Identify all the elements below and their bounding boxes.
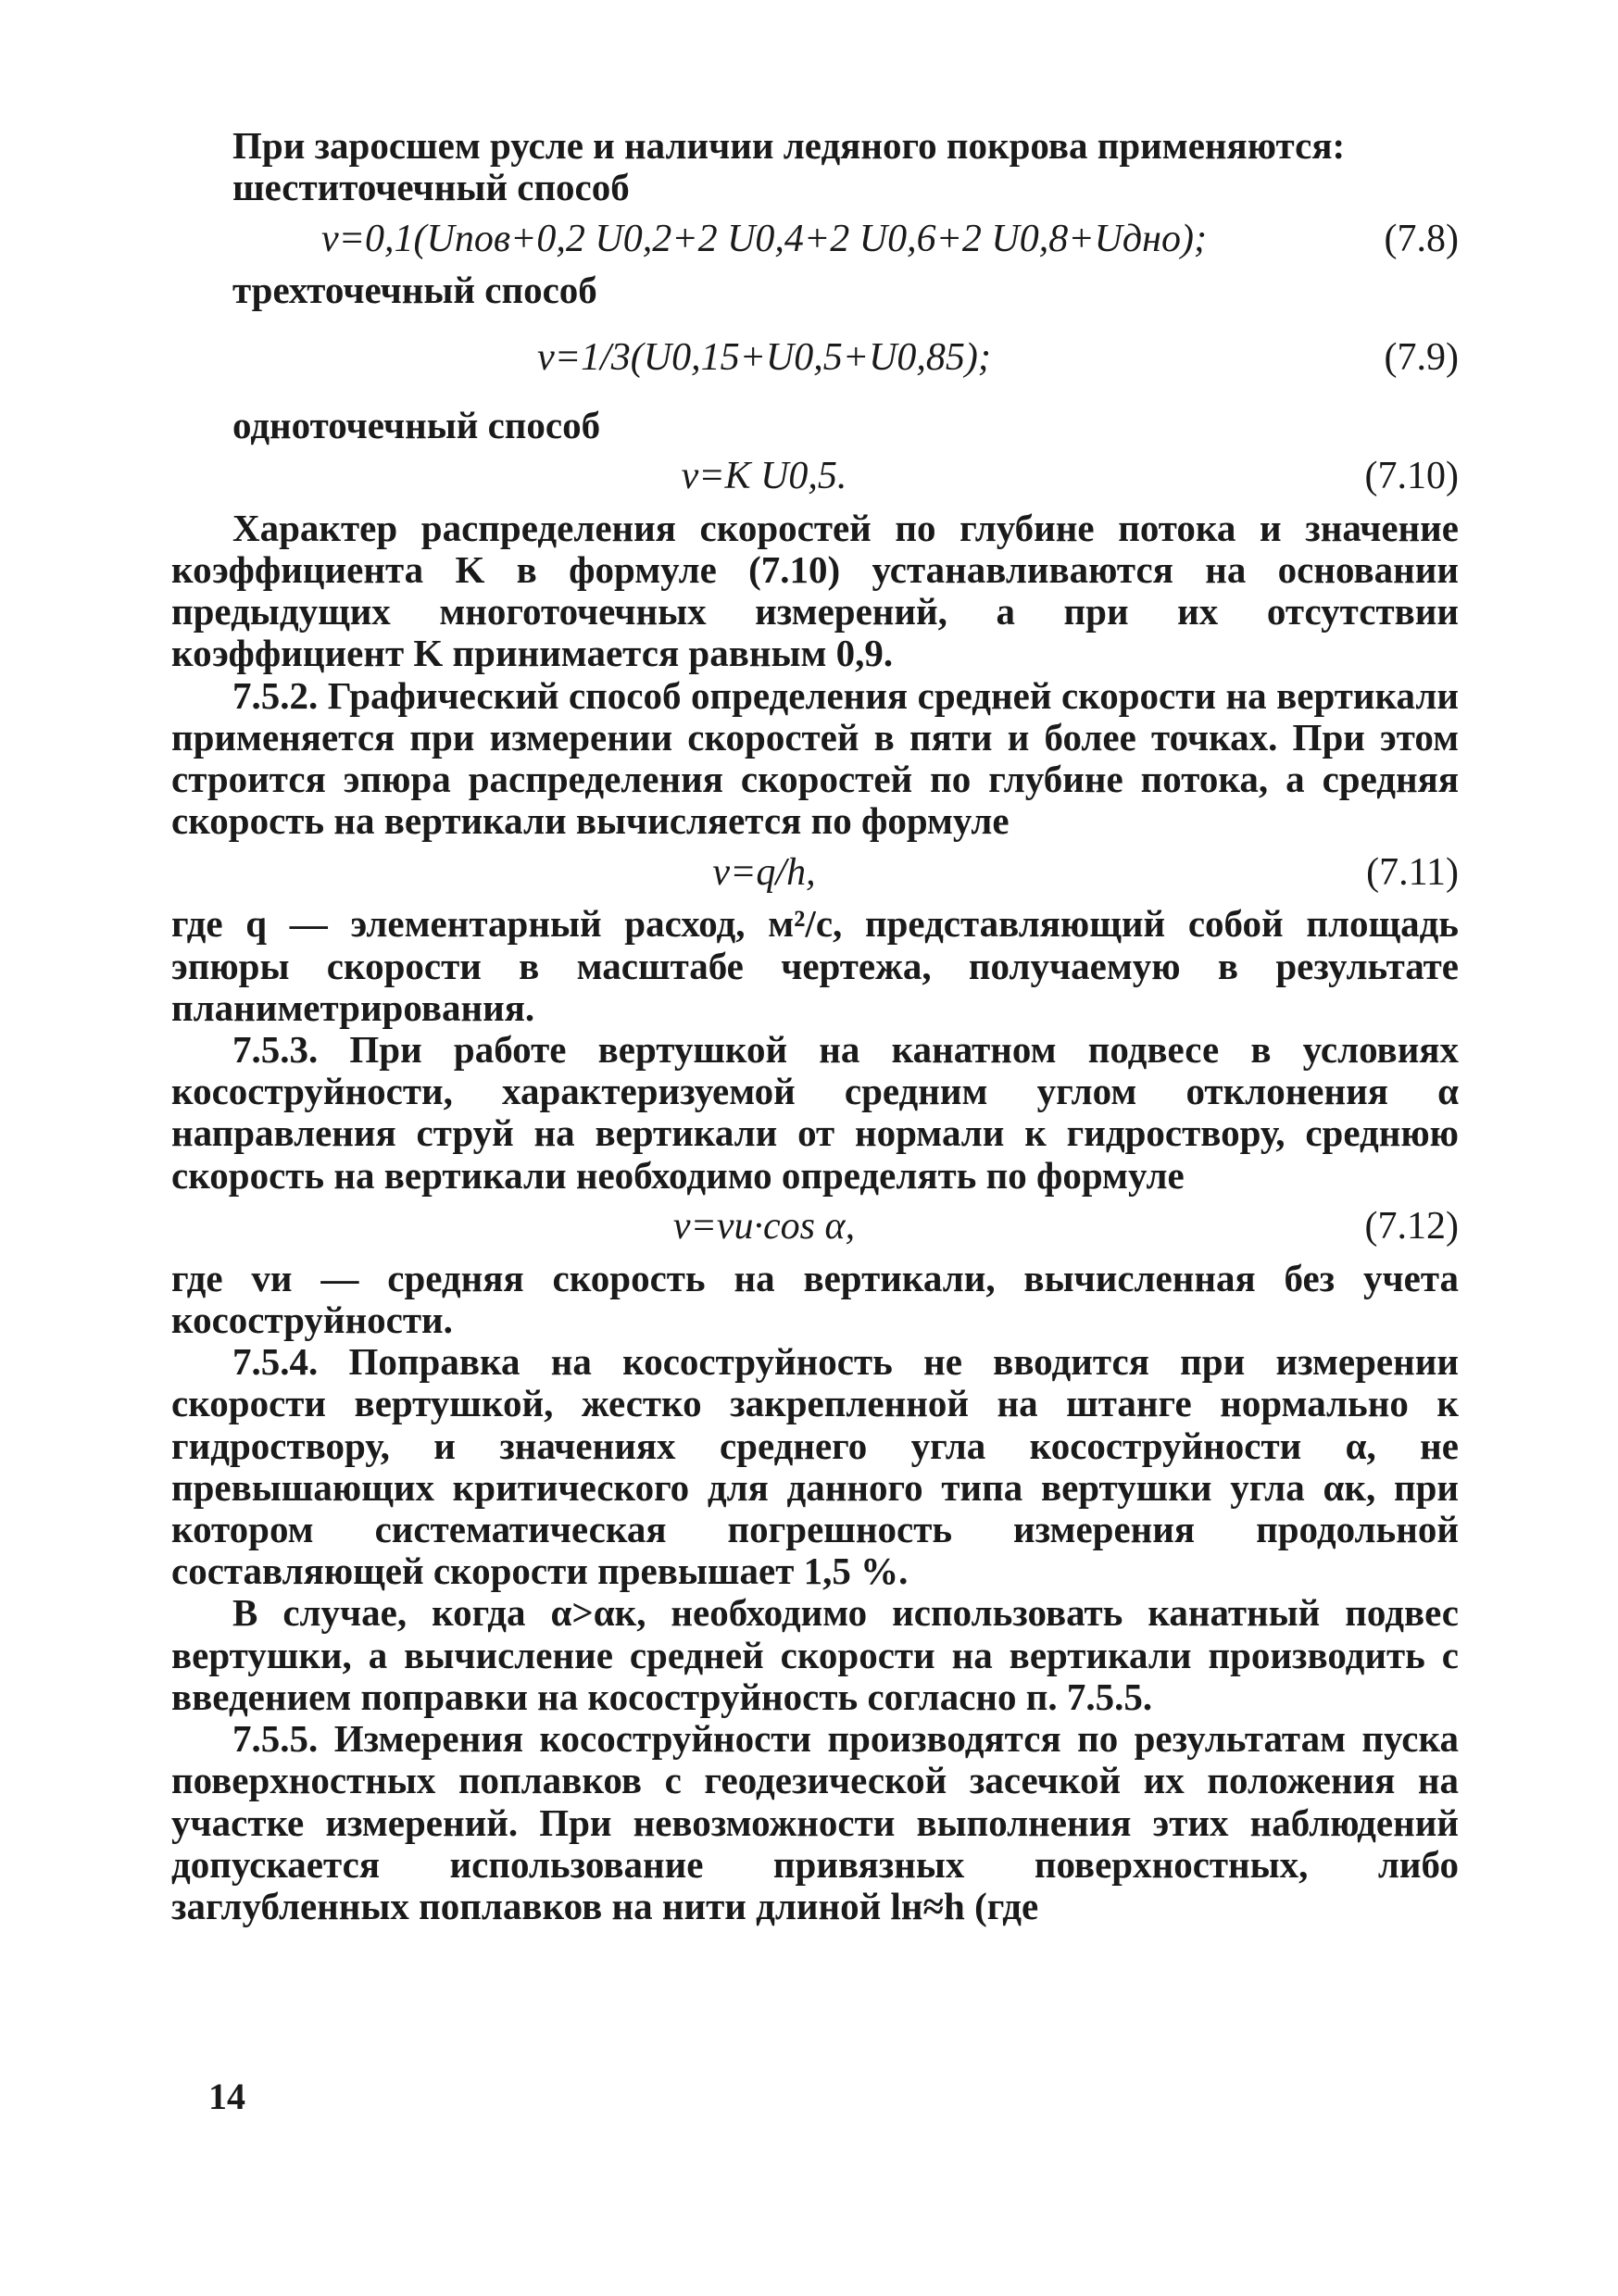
intro-paragraph: При заросшем русле и наличии ледяного покрова применяются: [232,124,1346,167]
formula-7-11 [171,842,1459,903]
paragraph-where-v: где vи — средняя скорость на вертикали, вычисленная без учета косоструйности. [171,1256,1459,1342]
page-body [171,125,1459,1927]
formula-7-10 [171,446,1459,508]
formula-7-12-number: (7.12) [1364,1205,1459,1248]
formula-7-12 [171,1197,1459,1258]
page-number: 14 [208,2076,245,2117]
paragraph-7-5-2: 7.5.2. Графический способ определения средней скорости на вертикали применяется при измерении скоростей в пяти и более точках. При этом строится эпюра распределения скоростей по глубине потока, а средняя скорость на вертикали вычисляется по формуле [171,673,1459,843]
formula-7-9-expression: v=1/3(U0,15+U0,5+U0,85); [537,336,991,379]
formula-7-10-expression: v=K U0,5. [681,455,847,498]
method-one-label: одноточечный способ [232,403,601,446]
paragraph-coefficient: Характер распределения скоростей по глубине потока и значение коэффициента K в формуле (7.10) устанавливаются на основании предыдущих многоточечных измерений, а при их отсутствии коэффициент K принимается равным 0,9. [171,506,1459,675]
formula-7-11-number: (7.11) [1366,850,1459,894]
paragraph-canal-suspension: В случае, когда α>αк, необходимо использовать канатный подвес вертушки, а вычисление средней скорости на вертикали производить с введением поправки на косоструйность согласно п. 7.5.5. [171,1591,1459,1718]
paragraph-7-5-3: 7.5.3. При работе вертушкой на канатном подвесе в условиях косоструйности, характеризуемой средним углом отклонения α направления струй на вертикали от нормали к гидроствору, среднюю скорость на вертикали необходимо определять по формуле [171,1028,1459,1197]
formula-7-10-number: (7.10) [1364,455,1459,498]
method-three-label: трехточечный способ [232,269,597,312]
paragraph-where-q: где q — элементарный расход, м²/с, представляющий собой площадь эпюры скорости в масштабе чертежа, получаемую в результате планиметрирования. [171,902,1459,1029]
formula-7-9 [171,312,1459,405]
formula-7-12-expression: v=vи·cos α, [672,1205,856,1248]
formula-7-8 [171,208,1459,270]
formula-7-11-expression: v=q/h, [712,850,816,894]
paragraph-7-5-5: 7.5.5. Измерения косоструйности производятся по результатам пуска поверхностных поплавков с геодезической засечкой их положения на участке измерений. При невозможности выполнения этих наблюдений допускается использование привязных поверхностных, либо заглубленных поплавков на нити длиной lн≈h (где [171,1717,1459,1927]
formula-7-9-number: (7.9) [1384,336,1459,379]
formula-7-8-number: (7.8) [1384,217,1459,260]
formula-7-8-expression: v=0,1(Uпов+0,2 U0,2+2 U0,4+2 U0,6+2 U0,8+Uдно); [321,217,1207,260]
method-six-label: шеститочечный способ [232,166,630,209]
paragraph-7-5-4: 7.5.4. Поправка на косоструйность не вводится при измерении скорости вертушкой, жестко закрепленной на штанге нормально к гидроствору, и значениях среднего угла косоструйности α, не превышающих критического для данного типа вертушки угла αк, при котором систематическая погрешность измерения продольной составляющей скорости превышает 1,5 %. [171,1340,1459,1593]
